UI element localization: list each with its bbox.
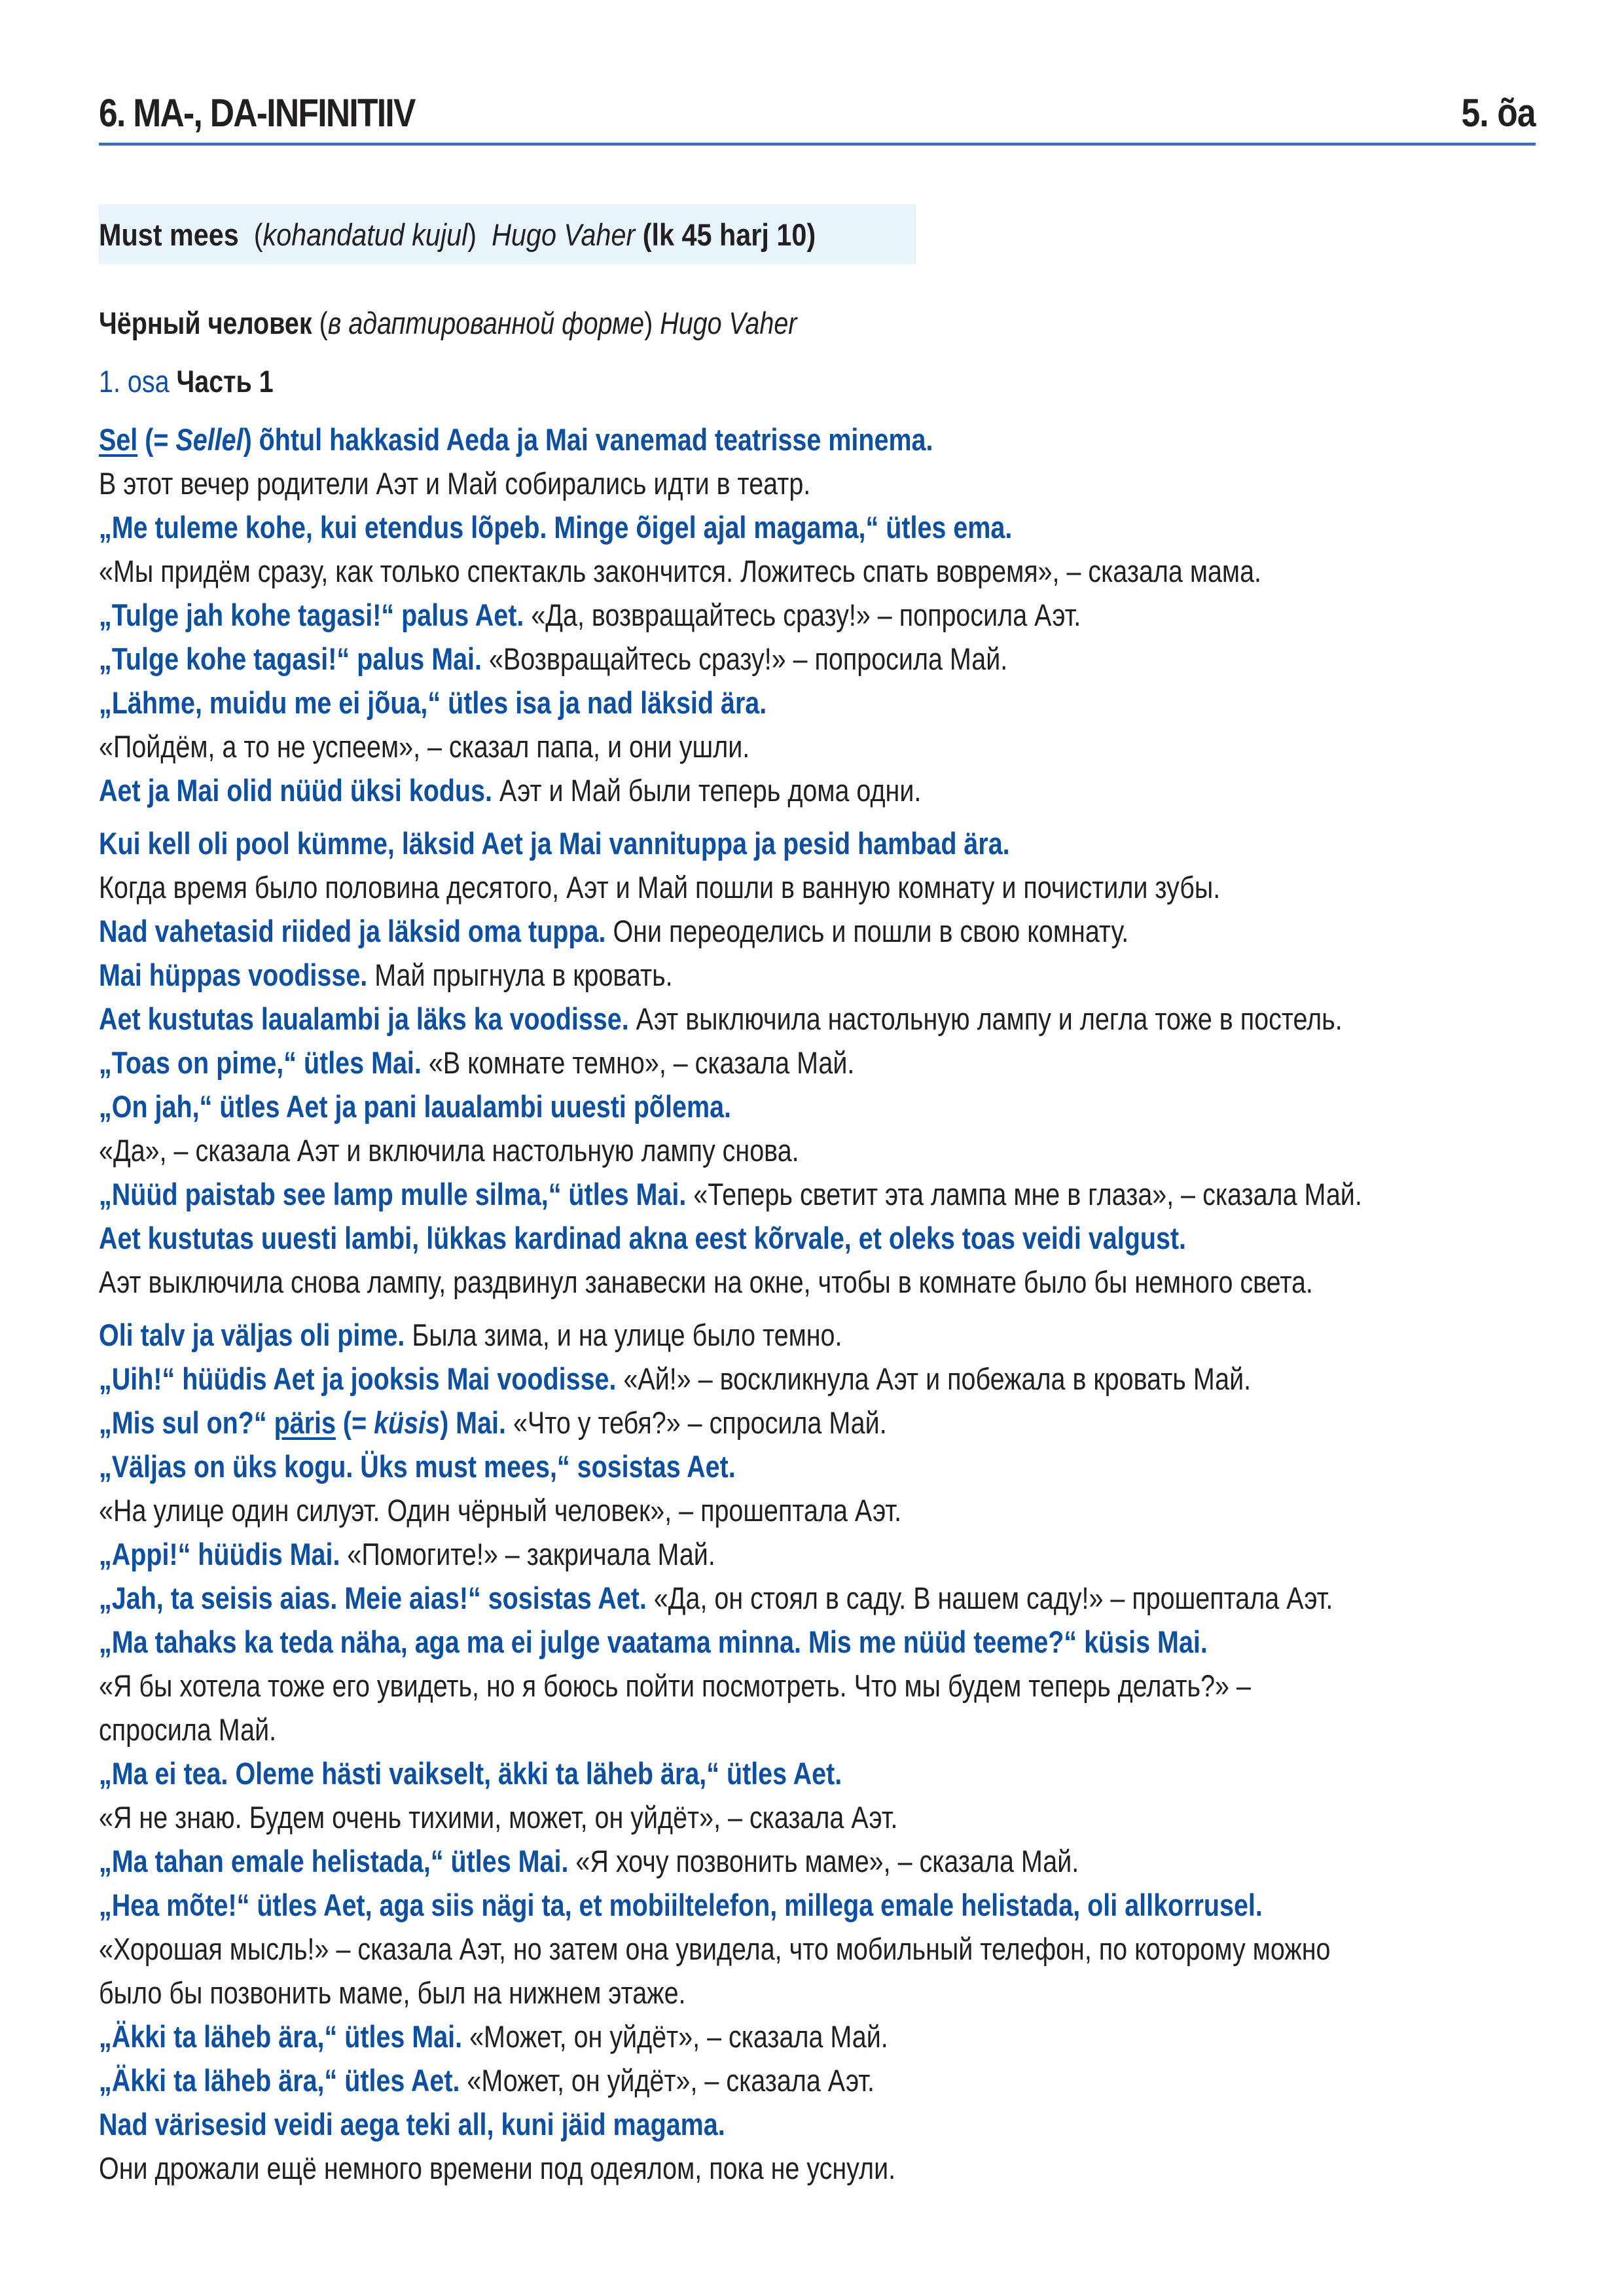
russian-translation: «Ай!» – воскликнула Аэт и побежала в кровать Май. [623, 1361, 1252, 1396]
ru-author: Hugo Vaher [660, 306, 797, 340]
russian-translation: Аэт выключила настольную лампу и легла тоже в постель. [636, 1001, 1343, 1036]
story-line [99, 1128, 1528, 1172]
story-body [99, 301, 1624, 2190]
header-rule [99, 143, 1536, 146]
exercise-ref: (lk 45 harj 10) [642, 217, 816, 252]
story-line [99, 1708, 1528, 1751]
story-line [99, 1085, 1528, 1128]
story-line [99, 953, 1528, 997]
story-line [99, 1216, 1528, 1260]
russian-translation: «Что у тебя?» – спросила Май. [513, 1405, 887, 1440]
russian-translation: Аэт и Май были теперь дома одни. [499, 773, 922, 808]
estonian-text: „Väljas on üks kogu. Üks must mees,“ sosistas Aet. [99, 1449, 736, 1484]
story-line [99, 1401, 1528, 1444]
story-line [99, 2015, 1528, 2058]
estonian-text [99, 422, 933, 457]
story-line [99, 505, 1528, 549]
story-line [99, 637, 1528, 681]
estonian-text: „Jah, ta seisis aias. Meie aias!“ sosistas Aet. [99, 1581, 647, 1615]
estonian-fragment: (= [335, 1405, 374, 1440]
story-line [99, 461, 1528, 505]
estonian-text: „Ma ei tea. Oleme hästi vaikselt, äkki ta läheb ära,“ ütles Aet. [99, 1756, 842, 1791]
story-line [99, 1444, 1528, 1488]
ru-adapted-note: в адаптированной форме [327, 306, 645, 340]
russian-translation: спросила Май. [99, 1712, 277, 1747]
story-line [99, 909, 1528, 953]
estonian-text: Oli talv ja väljas oli pime. [99, 1318, 405, 1352]
russian-translation: «Помогите!» – закричала Май. [347, 1537, 715, 1571]
part-ru: Часть 1 [176, 364, 274, 399]
story-line [99, 1883, 1528, 1927]
story-line [99, 2146, 1528, 2190]
estonian-fragment: ) Mai. [440, 1405, 506, 1440]
part-et: 1. osa [99, 364, 170, 399]
glossed-word: Sel [99, 422, 138, 457]
estonian-text: „Nüüd paistab see lamp mulle silma,“ ütles Mai. [99, 1177, 687, 1211]
ru-story-title: Чёрный человек [99, 306, 312, 340]
story-line [99, 549, 1528, 593]
story-line [99, 821, 1528, 865]
author: Hugo Vaher [492, 217, 636, 252]
story-line [99, 865, 1528, 909]
story-line [99, 418, 1528, 461]
russian-translation: «Пойдём, а то не успеем», – сказал папа, и они ушли. [99, 729, 750, 764]
story-lines [99, 418, 1624, 2190]
story-line [99, 1839, 1528, 1883]
story-line [99, 1260, 1528, 1304]
story-line [99, 997, 1528, 1041]
russian-translation: «Может, он уйдёт», – сказала Аэт. [467, 2063, 875, 2098]
russian-translation: «Теперь светит эта лампа мне в глаза», – сказала Май. [693, 1177, 1362, 1211]
estonian-text [99, 1405, 506, 1440]
story-line [99, 1357, 1528, 1401]
story-line [99, 2102, 1528, 2146]
estonian-text: „Toas on pime,“ ütles Mai. [99, 1045, 422, 1080]
estonian-text: „Appi!“ hüüdis Mai. [99, 1537, 340, 1571]
russian-translation: «Возвращайтесь сразу!» – попросила Май. [488, 641, 1008, 676]
estonian-text: „Hea mõte!“ ütles Aet, aga siis nägi ta, et mobiiltelefon, millega emale helistada, oli allkorrusel. [99, 1888, 1263, 1922]
russian-translation: «В комнате темно», – сказала Май. [428, 1045, 855, 1080]
russian-translation: «Я хочу позвонить маме», – сказала Май. [575, 1844, 1079, 1878]
russian-translation: «Может, он уйдёт», – сказала Май. [469, 2019, 888, 2054]
chapter-title: 6. MA-, DA-INFINITIIV [99, 91, 415, 135]
story-line [99, 1664, 1528, 1708]
story-line [99, 1532, 1528, 1576]
estonian-fragment: Sellel [175, 422, 244, 457]
estonian-text: „Äkki ta läheb ära,“ ütles Mai. [99, 2019, 463, 2054]
estonian-text: „Ma tahaks ka teda näha, aga ma ei julge vaatama minna. Mis me nüüd teeme?“ küsis Mai. [99, 1624, 1208, 1659]
russian-translation: Аэт выключила снова лампу, раздвинул занавески на окне, чтобы в комнате было бы немного света. [99, 1265, 1313, 1299]
estonian-text: Aet kustutas laualambi ja läks ka voodisse. [99, 1001, 629, 1036]
russian-translation: «Я бы хотела тоже его увидеть, но я боюсь пойти посмотреть. Что мы будем теперь делать?» – [99, 1668, 1251, 1703]
estonian-fragment: (= [137, 422, 176, 457]
estonian-text: Aet ja Mai olid nüüd üksi kodus. [99, 773, 493, 808]
story-line [99, 1488, 1528, 1532]
russian-translation: «Да, он стоял в саду. В нашем саду!» – прошептала Аэт. [653, 1581, 1333, 1615]
story-line [99, 1795, 1528, 1839]
estonian-fragment: „Mis sul on?“ [99, 1405, 274, 1440]
estonian-text: „Me tuleme kohe, kui etendus lõpeb. Minge õigel ajal magama,“ ütles ema. [99, 510, 1013, 545]
estonian-text: „Tulge jah kohe tagasi!“ palus Aet. [99, 598, 524, 632]
adapted-note: kohandatud kujul [262, 217, 468, 252]
story-line [99, 1313, 1528, 1357]
story-line [99, 1172, 1528, 1216]
russian-translation: «Да», – сказала Аэт и включила настольную лампу снова. [99, 1133, 799, 1168]
ru-title: Чёрный человек (в адаптированной форме) Hugo Vaher [99, 306, 797, 340]
estonian-text: „Lähme, muidu me ei jõua,“ ütles isa ja nad läksid ära. [99, 685, 767, 720]
story-line [99, 593, 1528, 637]
paragraph-gap [99, 812, 1624, 821]
story-line [99, 1751, 1528, 1795]
title-box: Must mees (kohandatud kujul) Hugo Vaher (lk 45 harj 10) [99, 204, 916, 264]
estonian-fragment: küsis [374, 1405, 441, 1440]
russian-translation: «На улице один силуэт. Один чёрный человек», – прошептала Аэт. [99, 1493, 902, 1528]
story-line [99, 768, 1528, 812]
estonian-text: Kui kell oli pool kümme, läksid Aet ja Mai vannituppa ja pesid hambad ära. [99, 826, 1010, 861]
russian-translation: Была зима, и на улице было темно. [412, 1318, 842, 1352]
russian-translation: «Да, возвращайтесь сразу!» – попросила Аэт. [531, 598, 1081, 632]
russian-translation: «Мы придём сразу, как только спектакль закончится. Ложитесь спать вовремя», – сказала мама. [99, 554, 1262, 588]
estonian-text: Nad värisesid veidi aega teki all, kuni jäid magama. [99, 2107, 725, 2142]
story-line [99, 681, 1528, 725]
story-line [99, 1927, 1528, 1971]
estonian-text: Nad vahetasid riided ja läksid oma tuppa. [99, 914, 606, 948]
glossed-word: päris [274, 1405, 336, 1440]
estonian-text: „Ma tahan emale helistada,“ ütles Mai. [99, 1844, 569, 1878]
paragraph-gap [99, 1304, 1624, 1313]
story-line [99, 1971, 1528, 2015]
estonian-text: „Uih!“ hüüdis Aet ja jooksis Mai voodisse. [99, 1361, 617, 1396]
story-line [99, 1576, 1528, 1620]
estonian-text: „Tulge kohe tagasi!“ palus Mai. [99, 641, 482, 676]
part-heading [99, 359, 1528, 403]
russian-translation: Когда время было половина десятого, Аэт и Май пошли в ванную комнату и почистили зубы. [99, 870, 1221, 905]
estonian-text: „On jah,“ ütles Aet ja pani laualambi uuesti põlema. [99, 1089, 732, 1124]
estonian-fragment: ) õhtul hakkasid Aeda ja Mai vanemad teatrisse minema. [243, 422, 933, 457]
russian-translation: «Я не знаю. Будем очень тихими, может, он уйдёт», – сказала Аэт. [99, 1800, 898, 1835]
story-line [99, 2058, 1528, 2102]
russian-translation: Они дрожали ещё немного времени под одеялом, пока не уснули. [99, 2151, 896, 2185]
russian-translation: В этот вечер родители Аэт и Май собирались идти в театр. [99, 466, 811, 501]
page-header [99, 90, 1536, 143]
russian-translation: было бы позвонить маме, был на нижнем этаже. [99, 1975, 686, 2010]
estonian-text: Mai hüppas voodisse. [99, 958, 368, 992]
page-label: 5. õa [1461, 91, 1536, 135]
russian-translation: «Хорошая мысль!» – сказала Аэт, но затем она увидела, что мобильный телефон, по которому можно [99, 1931, 1331, 1966]
estonian-text: Aet kustutas uuesti lambi, lükkas kardinad akna eest kõrvale, et oleks toas veidi valgust. [99, 1221, 1187, 1255]
russian-translation: Они переоделись и пошли в свою комнату. [613, 914, 1129, 948]
story-line [99, 725, 1528, 768]
russian-translation: Май прыгнула в кровать. [374, 958, 673, 992]
story-line [99, 1041, 1528, 1085]
story-title: Must mees [99, 217, 239, 252]
story-line [99, 1620, 1528, 1664]
estonian-text: „Äkki ta läheb ära,“ ütles Aet. [99, 2063, 460, 2098]
